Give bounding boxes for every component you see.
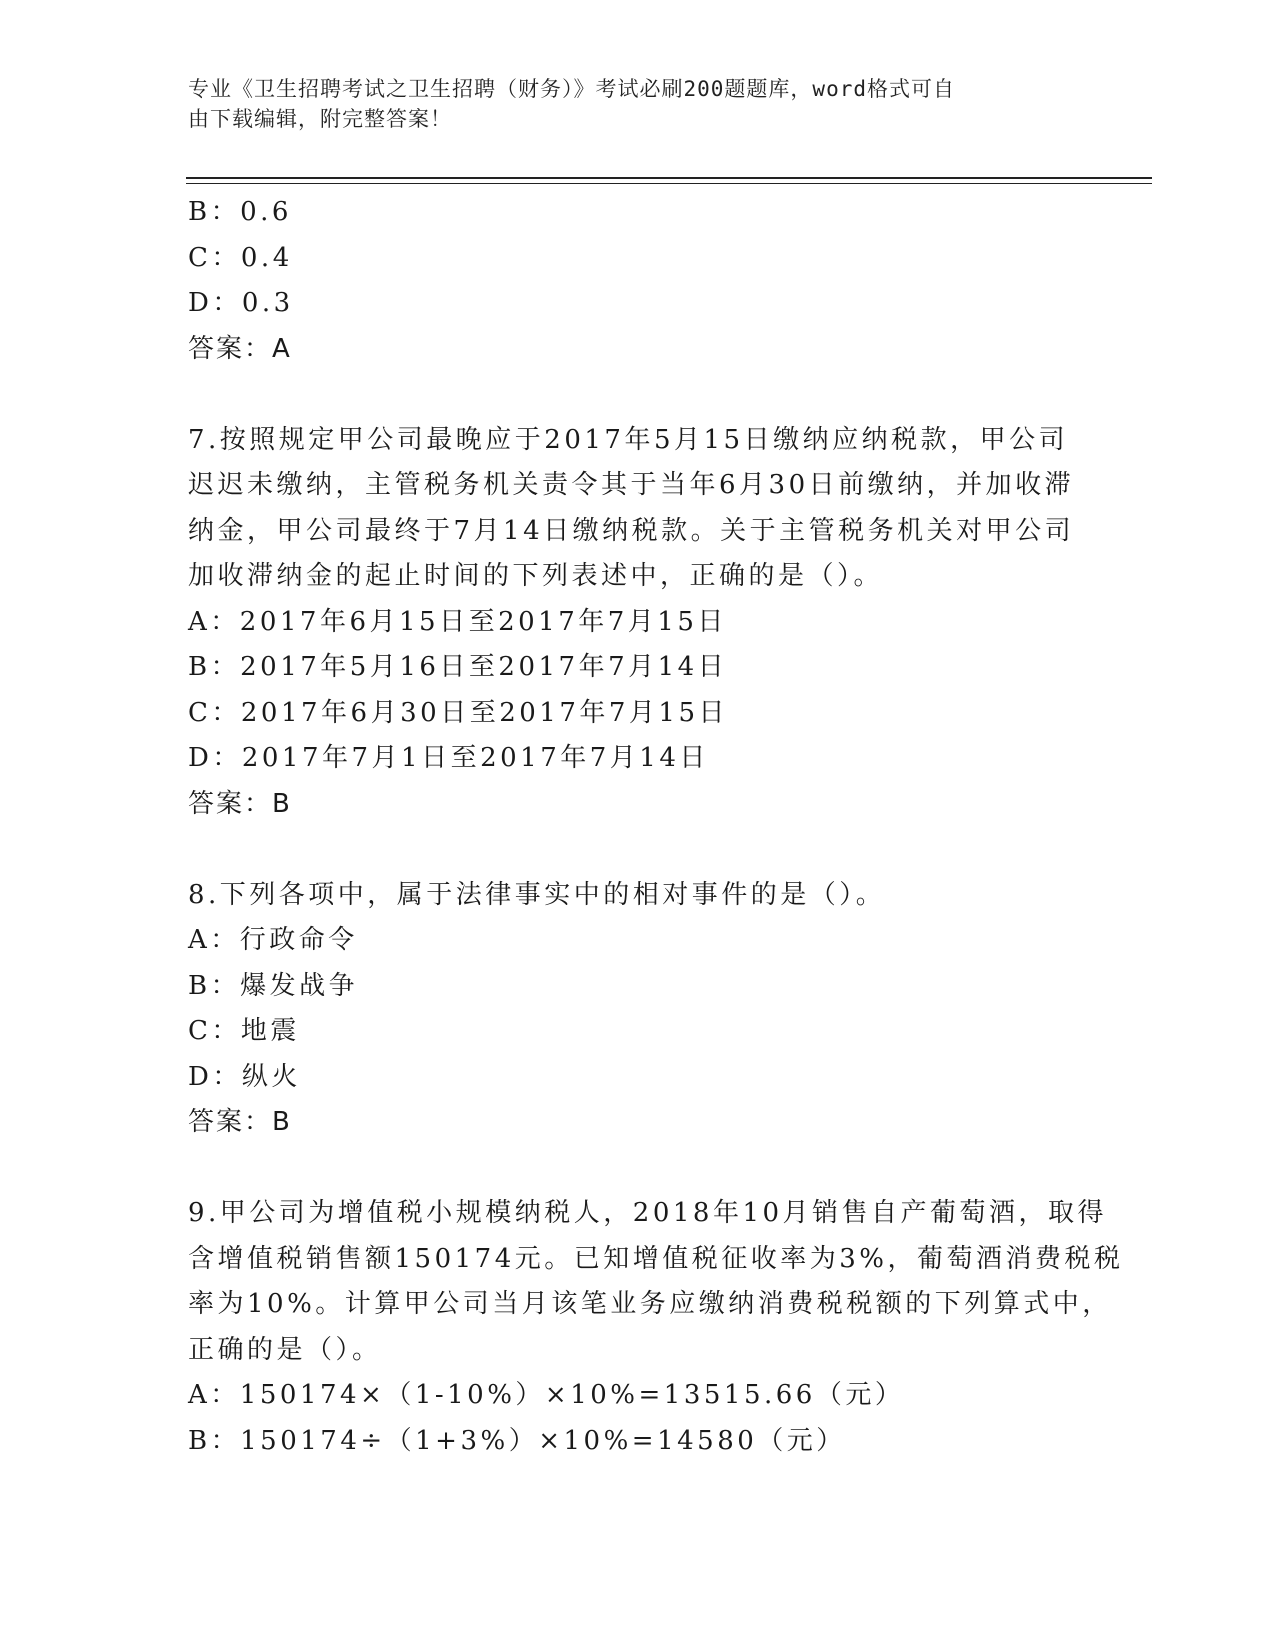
answer-line: 答案：B <box>188 788 292 819</box>
option-c: C：2017年6月30日至2017年7月15日 <box>188 697 728 728</box>
question-stem: 纳金，甲公司最终于7月14日缴纳税款。关于主管税务机关对甲公司 <box>188 515 1075 546</box>
document-header <box>188 74 1068 134</box>
question-9 <box>188 1191 1124 1464</box>
option-d: D：纵火 <box>188 1061 301 1092</box>
answer-line: 答案：B <box>188 1107 292 1137</box>
question-stem: 7.按照规定甲公司最晚应于2017年5月15日缴纳应纳税款，甲公司 <box>188 424 1069 455</box>
question-stem: 率为10%。计算甲公司当月该笔业务应缴纳消费税税额的下列算式中， <box>188 1289 1112 1319</box>
option-b: B：爆发战争 <box>188 970 359 1001</box>
option-c: C：地震 <box>188 1016 300 1046</box>
question-stem: 8.下列各项中，属于法律事实中的相对事件的是（）。 <box>188 879 886 910</box>
option-d: D：0.3 <box>188 288 294 318</box>
question-7 <box>188 418 1088 828</box>
question-stem: 9.甲公司为增值税小规模纳税人，2018年10月销售自产葡萄酒，取得 <box>188 1198 1108 1228</box>
question-stem: 正确的是（）。 <box>188 1334 382 1365</box>
header-divider-thin <box>186 183 1152 184</box>
question-6-tail <box>188 190 1088 372</box>
question-stem: 含增值税销售额150174元。已知增值税征收率为3%，葡萄酒消费税税 <box>188 1243 1124 1274</box>
question-stem: 加收滞纳金的起止时间的下列表述中，正确的是（）。 <box>188 561 884 591</box>
header-line-2: 由下载编辑，附完整答案！ <box>188 107 452 131</box>
option-a: A：2017年6月15日至2017年7月15日 <box>188 606 727 637</box>
option-a: A：行政命令 <box>188 925 358 955</box>
option-a: A：150174×（1-10%）×10%=13515.66（元） <box>188 1380 905 1410</box>
option-c: C：0.4 <box>188 242 293 273</box>
option-b: B：2017年5月16日至2017年7月14日 <box>188 652 728 682</box>
header-divider <box>186 177 1152 179</box>
header-line-1: 专业《卫生招聘考试之卫生招聘（财务）》考试必刷200题题库，word格式可自 <box>188 77 955 101</box>
answer-line: 答案：A <box>188 333 292 364</box>
option-b: B：0.6 <box>188 197 292 227</box>
question-list <box>188 190 1124 1464</box>
question-stem: 迟迟未缴纳，主管税务机关责令其于当年6月30日前缴纳，并加收滞 <box>188 470 1075 500</box>
option-b: B：150174÷（1+3%）×10%=14580（元） <box>188 1425 846 1456</box>
question-8 <box>188 873 1088 1146</box>
option-d: D：2017年7月1日至2017年7月14日 <box>188 743 709 773</box>
